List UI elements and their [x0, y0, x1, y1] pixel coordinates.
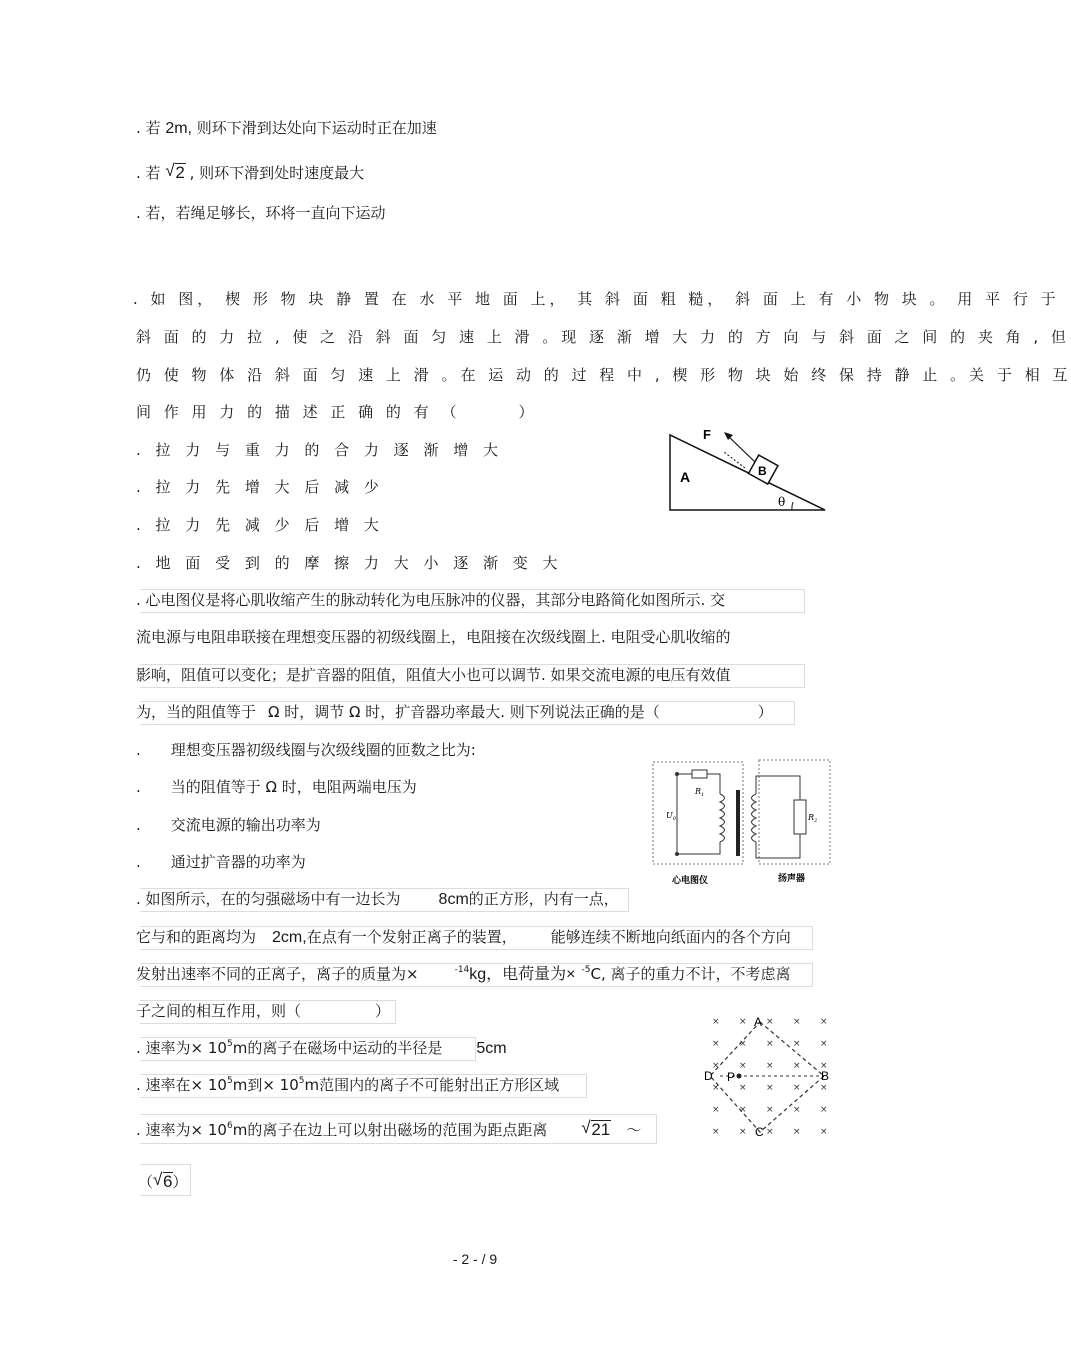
field-cross: ×: [739, 1083, 747, 1093]
secondary-wire: [756, 776, 800, 858]
wedge-stem-line4: [136, 402, 537, 422]
secondary-coil: [752, 794, 757, 842]
radicand: 21: [591, 1120, 611, 1139]
text: 发射出速率不同的正离子，离子的质量为×: [136, 965, 419, 983]
u0-letter: U: [666, 811, 673, 820]
label-a: A: [754, 1015, 763, 1029]
exponent: -5: [581, 965, 591, 975]
field-cross: ×: [793, 1017, 801, 1027]
label-speaker: 扬声器: [778, 874, 806, 884]
text: ）: [757, 703, 773, 721]
ecg-circuit-figure: [650, 758, 835, 888]
field-cross: ×: [766, 1039, 774, 1049]
text: ～: [626, 1121, 642, 1139]
text: . 如图所示，在的匀强磁场中有一边长为: [136, 890, 401, 908]
field-cross: ×: [712, 1039, 720, 1049]
field-cross: ×: [712, 1083, 720, 1093]
wedge-stem-line2: 斜 面 的 力 拉 , 使 之 沿 斜 面 匀 速 上 滑 。现 逐 渐 增 大 力 的 方 向 与 斜 面 之 间 的 夹 角 , 但: [136, 328, 1070, 346]
text: 在点有一个发射正离子的装置，: [306, 928, 517, 946]
field-cross: ×: [820, 1017, 828, 1027]
mag-option-c: [136, 1120, 641, 1140]
field-cross: ×: [820, 1105, 828, 1115]
exponent: 6: [226, 1121, 233, 1131]
field-cross: ×: [820, 1127, 828, 1137]
mag-stem-line2: [136, 927, 791, 948]
field-cross: ×: [739, 1105, 747, 1115]
label-f: F: [703, 427, 711, 442]
field-cross: ×: [766, 1017, 774, 1027]
mag-stem-line1: [136, 889, 619, 910]
field-cross: ×: [766, 1061, 774, 1071]
wedge-option-c: . 拉 力 先 减 少 后 增 大: [136, 516, 384, 534]
ecg-option-b: . 当的阻值等于 Ω 时，电阻两端电压为: [136, 778, 417, 796]
text: 间 作 用 力 的 描 述 正 确 的 有 （: [136, 403, 461, 421]
ecg-option-c: . 交流电源的输出功率为: [136, 816, 321, 834]
field-cross: ×: [766, 1105, 774, 1115]
text: m的离子在边上可以射出磁场的范围为距点距离: [232, 1121, 548, 1139]
wedge-option-d: . 地 面 受 到 的 摩 擦 力 大 小 逐 渐 变 大: [136, 554, 563, 572]
text: ）: [518, 403, 538, 421]
ecg-stem-line1: . 心电图仪是将心肌收缩产生的脉动转化为电压脉冲的仪器，其部分电路简化如图所示. 交: [136, 591, 726, 609]
field-cross: ×: [793, 1039, 801, 1049]
resistor-r2: [794, 800, 806, 834]
text: 它与和的距离均为: [136, 928, 257, 946]
field-cross: ×: [793, 1061, 801, 1071]
r1-sub: 1: [701, 792, 705, 798]
text: m范围内的离子不可能射出正方形区域: [304, 1076, 560, 1094]
transformer-core: [736, 790, 740, 856]
field-cross: ×: [739, 1127, 747, 1137]
text: C, 离子的重力不计，不考虑离: [590, 965, 791, 983]
prev-option-d: . 若，若绳足够长，环将一直向下运动: [136, 204, 386, 222]
exponent: 5: [298, 1076, 305, 1086]
text: m的离子在磁场中运动的半径是: [232, 1039, 443, 1057]
mag-stem-line3: [136, 964, 791, 985]
label-u0: [666, 811, 677, 822]
ecg-stem-line2: 流电源与电阻串联接在理想变压器的初级线圈上，电阻接在次级线圈上. 电阻受心肌收缩的: [136, 628, 731, 646]
text: . 速率为× 10: [136, 1039, 227, 1057]
ecg-option-d: . 通过扩音器的功率为: [136, 853, 306, 871]
wedge-option-b: . 拉 力 先 增 大 后 减 少: [136, 478, 384, 496]
value: 2m,: [165, 120, 192, 137]
field-cross: ×: [739, 1039, 747, 1049]
mag-option-d: [138, 1172, 188, 1192]
text: 当的阻值等于 Ω 时，电阻两端电压为: [170, 778, 417, 796]
field-cross: ×: [793, 1127, 801, 1137]
r2-sub: 2: [814, 818, 818, 824]
mag-stem-line4: [136, 1001, 390, 1021]
field-cross: ×: [739, 1017, 747, 1027]
field-cross: ×: [766, 1083, 774, 1093]
value: 5cm: [476, 1040, 507, 1057]
field-cross: ×: [739, 1061, 747, 1071]
wedge-stem-line1: . 如 图， 楔 形 物 块 静 置 在 水 平 地 面 上， 其 斜 面 粗 糙， 斜 面 上 有 小 物 块 。 用 平 行 于: [133, 290, 1060, 308]
text: m到× 10: [232, 1076, 299, 1094]
field-cross: ×: [820, 1083, 828, 1093]
text: 为，当的阻值等于: [136, 703, 257, 721]
field-cross: ×: [712, 1105, 720, 1115]
wedge-triangle: [670, 435, 825, 510]
value: 2cm,: [272, 929, 307, 946]
label-b: B: [758, 464, 767, 478]
text: 子之间的相互作用，则（: [136, 1002, 302, 1020]
text: . 速率为× 10: [136, 1121, 227, 1139]
radicand: 6: [163, 1172, 173, 1191]
ecg-stem-line4: [136, 702, 773, 722]
sqrt-expression: √ 21: [581, 1118, 611, 1139]
prev-option-b: [136, 118, 437, 139]
angle-arc: [792, 502, 793, 510]
field-cross: ×: [712, 1017, 720, 1027]
text: . 若: [136, 119, 161, 137]
magnetic-field-figure: [700, 1010, 835, 1140]
field-cross: ×: [766, 1127, 774, 1137]
field-cross: ×: [712, 1127, 720, 1137]
text: 的正方形，内有一点，: [468, 890, 619, 908]
field-cross: ×: [793, 1083, 801, 1093]
field-cross: ×: [820, 1039, 828, 1049]
text: , 则环下滑到处时速度最大: [189, 164, 365, 182]
label-d: D: [704, 1069, 713, 1083]
text: . 若: [136, 164, 161, 182]
text: （: [138, 1173, 154, 1191]
radicand: 2: [175, 163, 185, 182]
label-p: P: [727, 1070, 736, 1084]
r1-letter: R: [695, 787, 702, 796]
text: 能够连续不断地向纸面内的各个方向: [550, 928, 791, 946]
sqrt-expression: √ 2: [165, 161, 185, 182]
text: kg，电荷量为×: [469, 966, 576, 983]
text: . 速率在× 10: [136, 1076, 227, 1094]
mag-option-a: [136, 1038, 507, 1059]
field-cross: ×: [820, 1061, 828, 1071]
value: 8cm: [438, 891, 469, 908]
mag-option-b: [136, 1075, 559, 1095]
exponent: -14: [454, 965, 470, 975]
primary-wire: [677, 774, 720, 854]
field-cross: ×: [712, 1061, 720, 1071]
sqrt-expression: √ 6: [153, 1170, 173, 1191]
prev-option-c: [136, 163, 364, 183]
ecg-option-a: . 理想变压器初级线圈与次级线圈的匝数之比为:: [136, 741, 476, 759]
text: 通过扩音器的功率为: [170, 853, 306, 871]
u0-sub: 0: [672, 816, 676, 822]
label-a: A: [680, 469, 691, 485]
resistor-r1: [692, 770, 707, 778]
text: ）: [172, 1173, 188, 1191]
wedge-option-a: . 拉 力 与 重 力 的 合 力 逐 渐 增 大: [136, 441, 503, 459]
label-c: C: [755, 1125, 764, 1139]
page-number: - 2 - / 9: [452, 1251, 498, 1267]
label-ecg: 心电图仪: [672, 876, 709, 886]
wedge-figure: [660, 420, 835, 520]
label-r2: [807, 813, 817, 824]
exponent: 5: [226, 1076, 233, 1086]
text: Ω 时，调节 Ω 时，扩音器功率最大. 则下列说法正确的是（: [268, 703, 660, 721]
text: 交流电源的输出功率为: [170, 816, 321, 834]
label-theta: θ: [778, 495, 786, 509]
exponent: 5: [226, 1039, 233, 1049]
text: 理想变压器初级线圈与次级线圈的匝数之比为:: [170, 741, 476, 759]
r2-letter: R: [808, 813, 815, 822]
text: 则环下滑到达处向下运动时正在加速: [196, 119, 437, 137]
wedge-stem-line3: 仍 使 物 体 沿 斜 面 匀 速 上 滑 。在 运 动 的 过 程 中 , 楔 形 物 块 始 终 保 持 静 止 。关 于 相 互: [136, 366, 1071, 384]
label-b: B: [821, 1069, 830, 1083]
ecg-stem-line3: 影响，阻值可以变化；是扩音器的阻值，阻值大小也可以调节. 如果交流电源的电压有效值: [136, 666, 731, 684]
point-p: [737, 1074, 742, 1079]
field-cross: ×: [793, 1105, 801, 1115]
label-r1: [694, 787, 704, 798]
primary-coil: [720, 794, 725, 842]
text: ）: [375, 1002, 391, 1020]
